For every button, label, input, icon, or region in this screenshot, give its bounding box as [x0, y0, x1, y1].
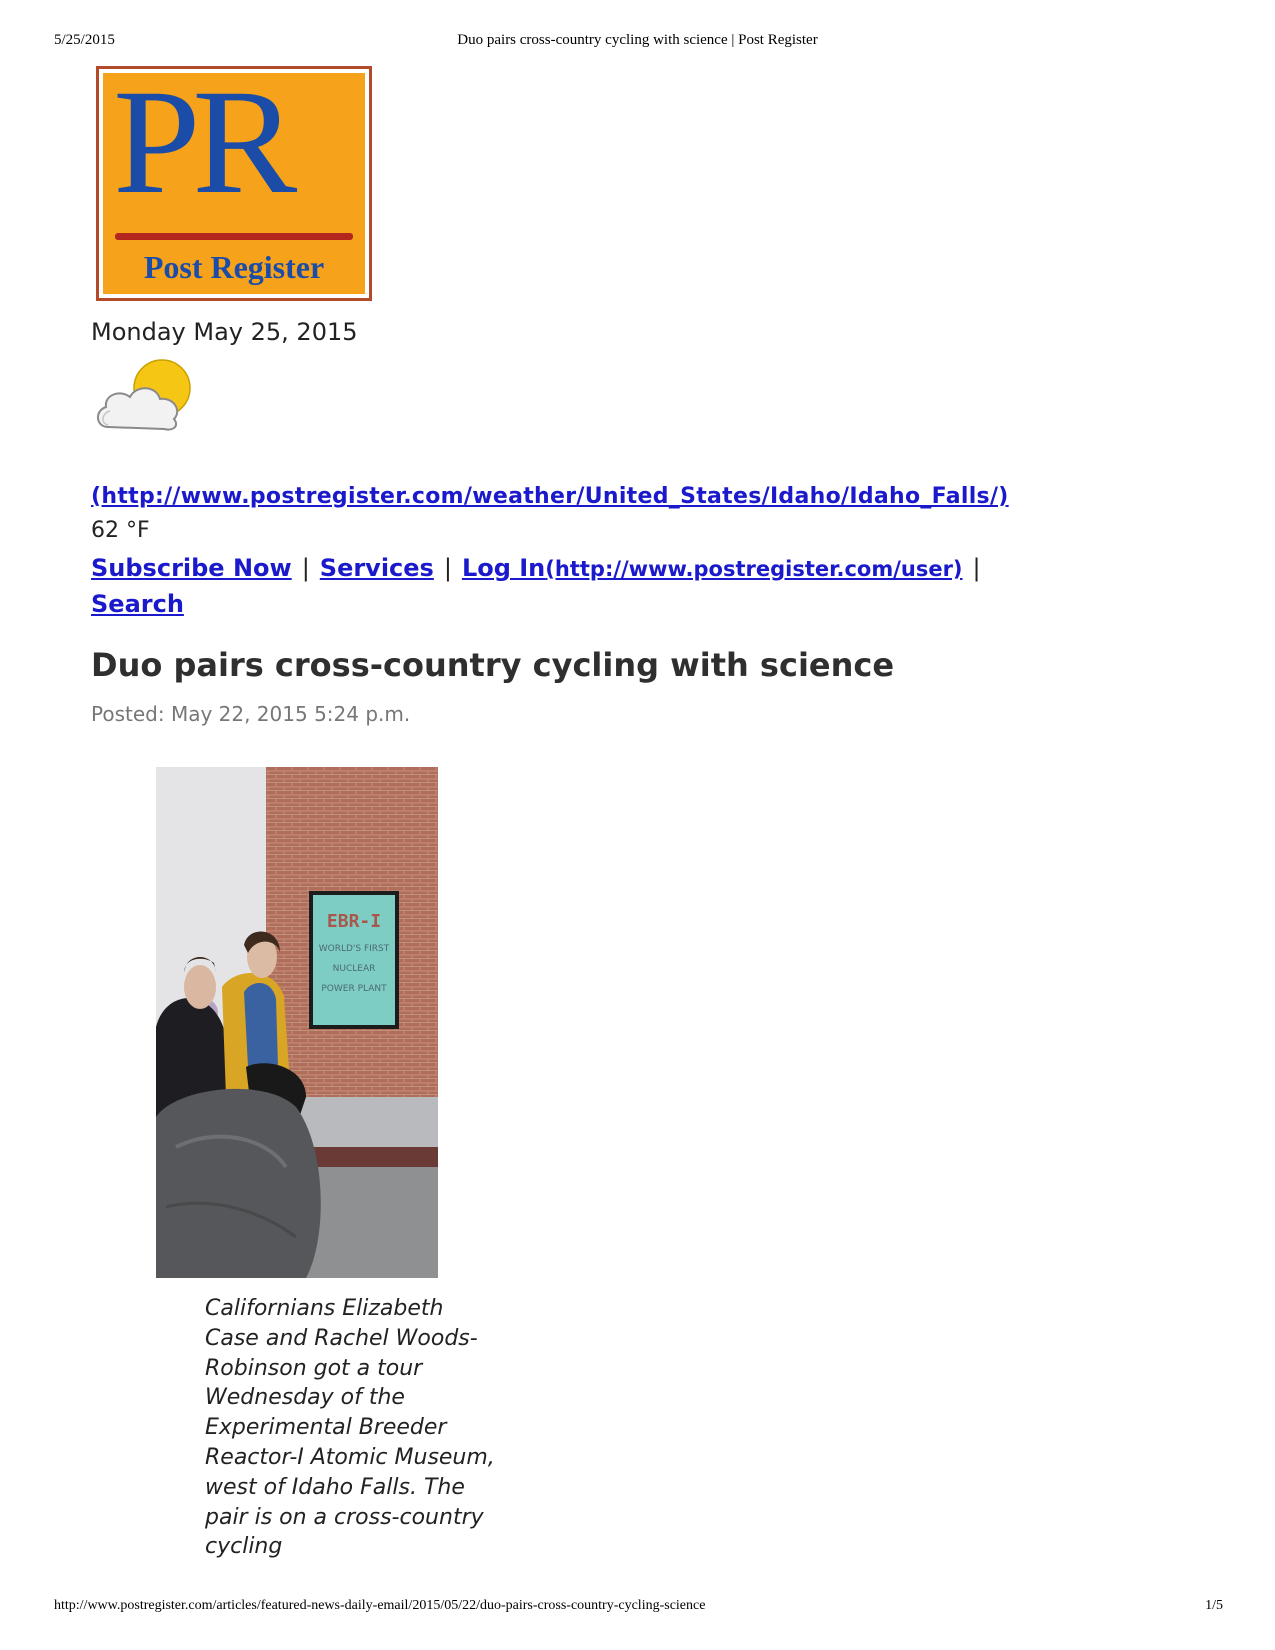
search-link[interactable]: Search	[91, 590, 184, 618]
login-link[interactable]	[462, 554, 963, 582]
article-photo	[156, 767, 438, 1278]
temperature: 62 °F	[91, 518, 150, 543]
print-url: http://www.postregister.com/articles/featured-news-daily-email/2015/05/22/duo-pairs-cross-country-cycling-science	[54, 1598, 706, 1613]
print-date: 5/25/2015	[54, 32, 115, 48]
print-footer	[0, 1598, 1275, 1618]
logo-name: Post Register	[143, 249, 325, 285]
print-title: Duo pairs cross-country cycling with science | Post Register	[457, 32, 818, 48]
sign-line3: POWER PLANT	[321, 984, 387, 994]
sign-line1: WORLD'S FIRST	[318, 944, 390, 954]
post-register-logo[interactable]	[96, 66, 372, 301]
sign-title: EBR-I	[326, 911, 382, 932]
logo-initials: PR	[113, 73, 289, 225]
partly-cloudy-icon[interactable]	[94, 355, 196, 435]
logo-divider	[115, 233, 353, 240]
photo-caption: Californians Elizabeth Case and Rachel Woods-Robinson got a tour Wednesday of the Experimental Breeder Reactor-I Atomic Museum, west of Idaho Falls. The pair is on a cross-country cycling	[205, 1296, 495, 1560]
services-link[interactable]: Services	[319, 554, 434, 582]
login-url: (http://www.postregister.com/user)	[545, 557, 963, 581]
current-date: Monday May 25, 2015	[91, 318, 358, 346]
nav-separator: |	[301, 554, 310, 582]
posted-date: Posted: May 22, 2015 5:24 p.m.	[91, 702, 411, 726]
page-number: 1/5	[1205, 1598, 1223, 1613]
nav-separator: |	[443, 554, 452, 582]
login-label: Log In	[461, 554, 546, 582]
sign-line2: NUCLEAR	[332, 964, 376, 974]
top-nav	[91, 551, 1091, 622]
article-headline: Duo pairs cross-country cycling with science	[91, 646, 895, 684]
print-header	[0, 32, 1275, 52]
subscribe-link[interactable]: Subscribe Now	[91, 554, 292, 582]
weather-link[interactable]: (http://www.postregister.com/weather/United_States/Idaho/Idaho_Falls/)	[91, 484, 1009, 509]
nav-separator: |	[972, 554, 981, 582]
